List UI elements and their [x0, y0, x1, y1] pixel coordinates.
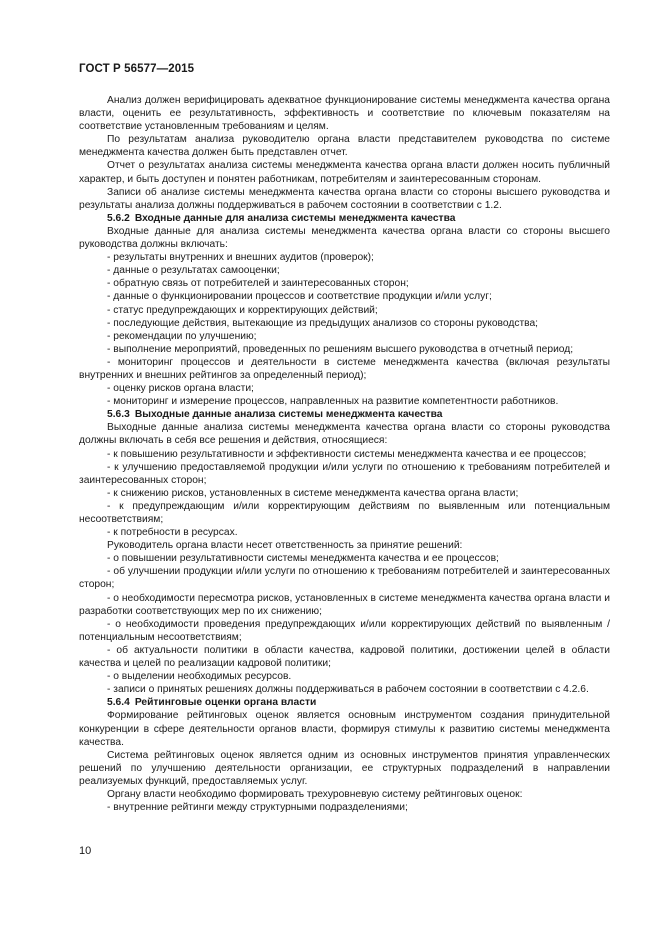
paragraph: Выходные данные анализа системы менеджмента качества органа власти со стороны руководства должны включать в себя все решения и действия, относящиеся:: [79, 422, 610, 447]
section-number: 5.6.3: [107, 409, 130, 421]
section-title: Входные данные для анализа системы менеджмента качества: [134, 212, 456, 224]
paragraph: Отчет о результатах анализа системы менеджмента качества органа власти должен носить публичный характер, и быть доступен и понятен работникам, потребителям и заинтересованным сторонам.: [79, 160, 610, 185]
paragraph: Система рейтинговых оценок является одним из основных инструментов принятия управленческих решений по улучшению деятельности организации, ее структурных подразделений в направлении реализуемых функций, предоставляемых услуг.: [79, 749, 610, 787]
section-title: Рейтинговые оценки органа власти: [134, 697, 317, 709]
list-item: - рекомендации по улучшению;: [107, 330, 257, 342]
section-heading: [79, 408, 610, 421]
paragraph: Формирование рейтинговых оценок является основным инструментом создания принудительной конкуренции в сфере деятельности органов власти, формируя стимулы к развитию системы менеджмента качества.: [79, 710, 610, 748]
section-number: 5.6.2: [107, 212, 130, 224]
paragraph: Органу власти необходимо формировать трехуровневую систему рейтинговых оценок:: [107, 788, 523, 800]
list-item: - последующие действия, вытекающие из предыдущих анализов со стороны руководства;: [107, 317, 539, 329]
list-item: - данные о результатах самооценки;: [107, 265, 280, 277]
section-heading: [79, 212, 610, 225]
list-item: - записи о принятых решениях должны поддерживаться в рабочем состоянии в соответствии с 4.2.6.: [107, 684, 589, 696]
list-item: - об улучшении продукции и/или услуги по отношению к требованиям потребителей и заинтересованных сторон;: [79, 566, 610, 591]
paragraph: Руководитель органа власти несет ответственность за принятие решений:: [107, 540, 463, 552]
list-item: - обратную связь от потребителей и заинтересованных сторон;: [107, 278, 409, 290]
list-item: - результаты внутренних и внешних аудитов (проверок);: [107, 252, 374, 264]
document-body: [79, 94, 610, 814]
list-item: - об актуальности политики в области качества, кадровой политики, достижении целей в области качества и целей по реализации кадровой политики;: [79, 644, 610, 670]
list-item: - к снижению рисков, установленных в системе менеджмента качества органа власти;: [107, 487, 519, 499]
document-code-header: ГОСТ Р 56577—2015: [79, 63, 195, 75]
list-item: - данные о функционировании процессов и соответствие продукции и/или услуг;: [107, 291, 492, 303]
list-item: - внутренние рейтинги между структурными подразделениями;: [107, 802, 408, 814]
list-item: - оценку рисков органа власти;: [107, 383, 254, 395]
paragraph: Анализ должен верифицировать адекватное функционирование системы менеджмента качества органа власти, оценить ее результативность, эффективность и соответствие по ключевым показателям на соответствие установленным требованиям и целям.: [79, 95, 610, 133]
list-item: - о необходимости пересмотра рисков, установленных в системе менеджмента качества органа власти и разработки соответствующих мер по их снижению;: [79, 592, 610, 617]
list-item: - к повышению результативности и эффективности системы менеджмента качества и ее процессов;: [107, 448, 587, 460]
list-item: - к улучшению предоставляемой продукции и/или услуги по отношению к требованиям потребителей и заинтересованных сторон;: [79, 461, 610, 486]
list-item: - мониторинг процессов и деятельности в системе менеджмента качества (включая результаты внутренних и внешних рейтингов за определенный период);: [79, 356, 610, 381]
list-item: - к потребности в ресурсах.: [107, 527, 238, 539]
section-number: 5.6.4: [107, 697, 130, 709]
page-number: 10: [79, 845, 92, 857]
section-title: Выходные данные анализа системы менеджмента качества: [134, 409, 443, 421]
paragraph: Входные данные для анализа системы менеджмента качества органа власти со стороны высшего руководства должны включать:: [79, 225, 610, 251]
list-item: - выполнение мероприятий, проведенных по решениям высшего руководства в отчетный период;: [107, 343, 574, 355]
list-item: - статус предупреждающих и корректирующих действий;: [107, 304, 378, 316]
list-item: - мониторинг и измерение процессов, направленных на развитие компетентности работников.: [107, 396, 559, 408]
list-item: - о повышении результативности системы менеджмента качества и ее процессов;: [107, 553, 499, 565]
section-heading: [79, 696, 610, 709]
list-item: - о необходимости проведения предупреждающих и/или корректирующих действий по выявленным / потенциальным несоответствиям;: [79, 618, 610, 643]
paragraph: По результатам анализа руководителю органа власти представителем руководства по системе менеджмента качества должен быть представлен отчет.: [79, 134, 610, 159]
list-item: - о выделении необходимых ресурсов.: [107, 671, 292, 683]
paragraph: Записи об анализе системы менеджмента качества органа власти со стороны высшего руководства и результаты анализа должны поддерживаться в рабочем состоянии в соответствии с 1.2.: [79, 186, 610, 211]
list-item: - к предупреждающим и/или корректирующим действиям по выявленным или потенциальным несоответствиям;: [79, 500, 610, 525]
